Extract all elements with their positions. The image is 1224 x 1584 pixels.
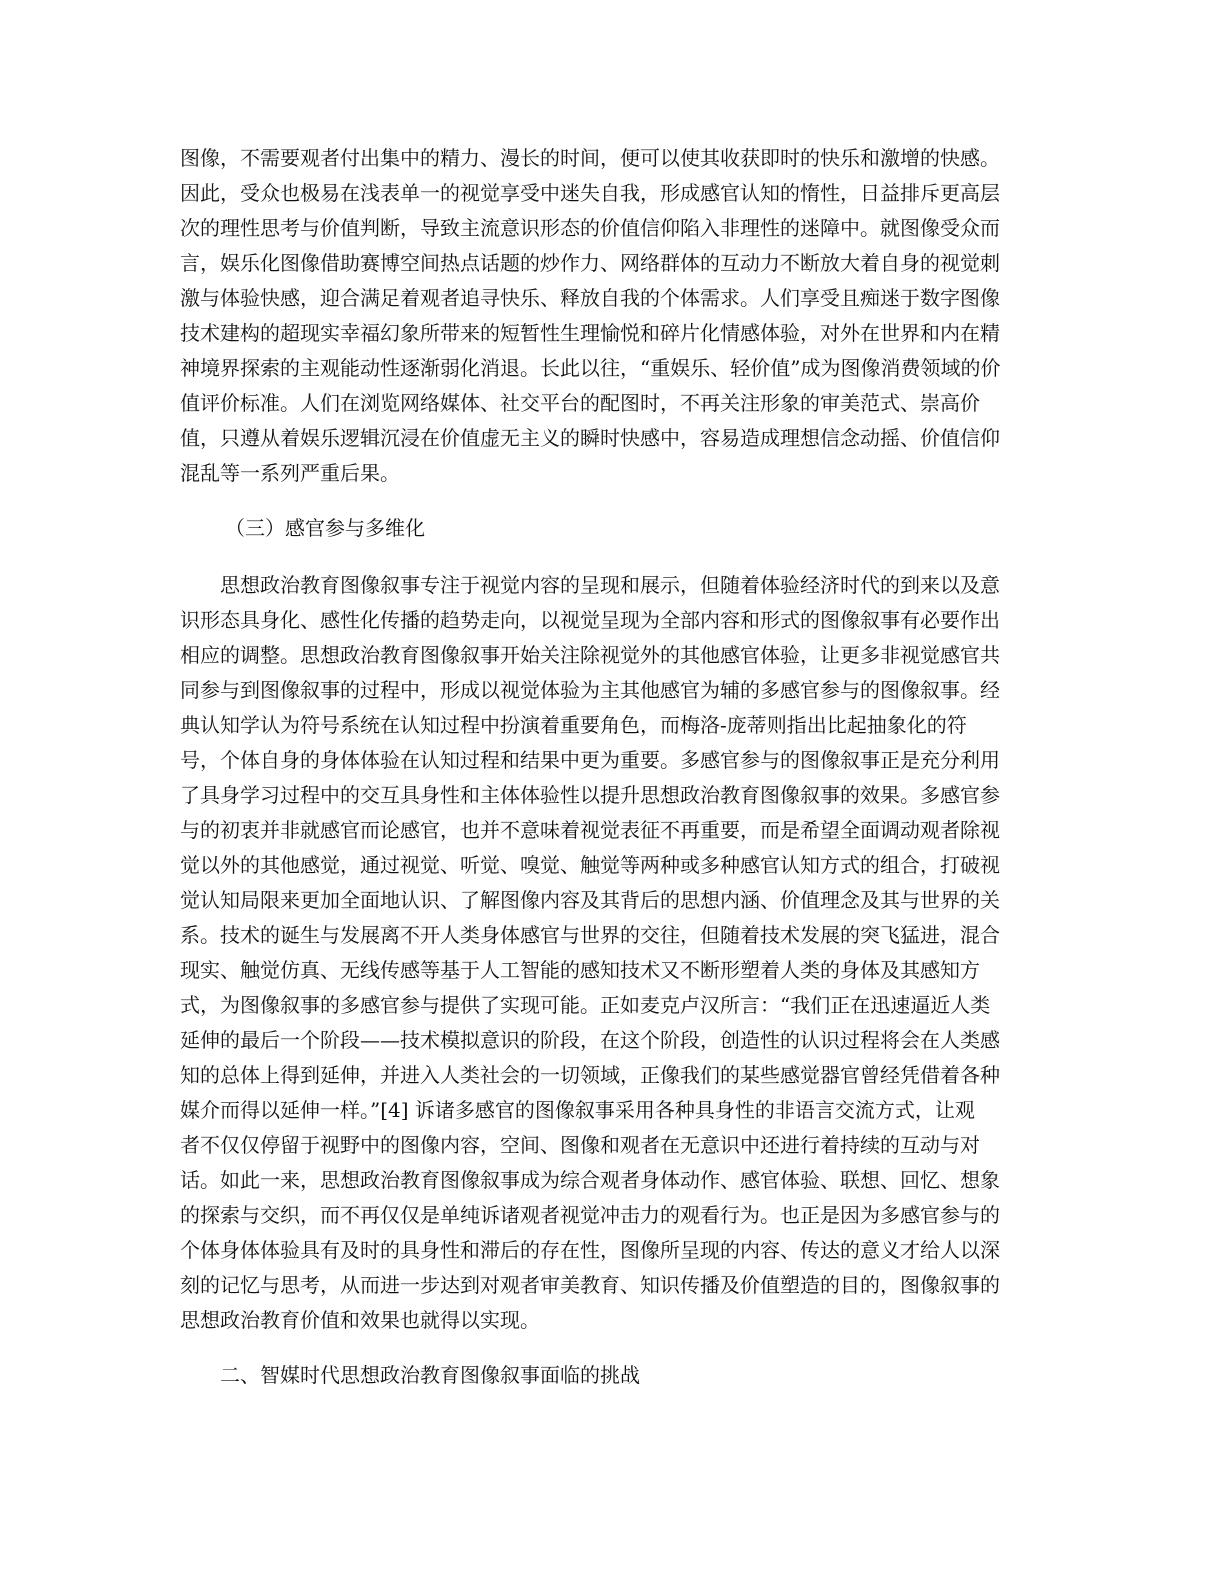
text-line: 媒介而得以延伸一样。”[4] 诉诸多感官的图像叙事采用各种具身性的非语言交流方式，让观: [180, 1098, 975, 1122]
text-line: 技术建构的超现实幸福幻象所带来的短暂性生理愉悦和碎片化情感体验，对外在世界和内在精: [180, 321, 1000, 345]
text-line: 个体身体体验具有及时的具身性和滞后的存在性，图像所呈现的内容、传达的意义才给人以深: [180, 1238, 1000, 1262]
text-line: 延伸的最后一个阶段——技术模拟意识的阶段，在这个阶段，创造性的认识过程将会在人类感: [180, 1028, 1000, 1052]
text-line: 号，个体自身的身体体验在认知过程和结果中更为重要。多感官参与的图像叙事正是充分利用: [180, 748, 1000, 772]
text-line: 思想政治教育图像叙事专注于视觉内容的呈现和展示，但随着体验经济时代的到来以及意: [220, 573, 1000, 597]
text-line: 者不仅仅停留于视野中的图像内容，空间、图像和观者在无意识中还进行着持续的互动与对: [180, 1133, 980, 1157]
text-line: 因此，受众也极易在浅表单一的视觉享受中迷失自我，形成感官认知的惰性，日益排斥更高层: [180, 181, 1000, 205]
section-heading: 二、智媒时代思想政治教育图像叙事面临的挑战: [220, 1363, 640, 1387]
text-line: 觉以外的其他感觉，通过视觉、听觉、嗅觉、触觉等两种或多种感官认知方式的组合，打破视: [180, 853, 1000, 877]
text-line: 激与体验快感，迎合满足着观者追寻快乐、释放自我的个体需求。人们享受且痴迷于数字图像: [180, 286, 1000, 310]
text-line: 式，为图像叙事的多感官参与提供了实现可能。正如麦克卢汉所言：“我们正在迅速逼近人类: [180, 993, 991, 1017]
text-line: 识形态具身化、感性化传播的趋势走向，以视觉呈现为全部内容和形式的图像叙事有必要作出: [180, 608, 1000, 632]
text-line: 值，只遵从着娱乐逻辑沉浸在价值虚无主义的瞬时快感中，容易造成理想信念动摇、价值信仰: [180, 426, 1000, 450]
text-line: 觉认知局限来更加全面地认识、了解图像内容及其背后的思想内涵、价值理念及其与世界的关: [180, 888, 1000, 912]
text-line: 与的初衷并非就感官而论感官，也并不意味着视觉表征不再重要，而是希望全面调动观者除视: [180, 818, 1000, 842]
text-line: 刻的记忆与思考，从而进一步达到对观者审美教育、知识传播及价值塑造的目的，图像叙事的: [180, 1273, 1000, 1297]
text-line: 了具身学习过程中的交互具身性和主体体验性以提升思想政治教育图像叙事的效果。多感官参: [180, 783, 1000, 807]
text-line: 知的总体上得到延伸，并进入人类社会的一切领域，正像我们的某些感觉器官曾经凭借着各种: [180, 1063, 1000, 1087]
text-line: 话。如此一来，思想政治教育图像叙事成为综合观者身体动作、感官体验、联想、回忆、想象: [180, 1168, 1000, 1192]
text-line: 同参与到图像叙事的过程中，形成以视觉体验为主其他感官为辅的多感官参与的图像叙事。经: [180, 678, 1000, 702]
text-line: 相应的调整。思想政治教育图像叙事开始关注除视觉外的其他感官体验，让更多非视觉感官共: [180, 643, 1000, 667]
text-line: 的探索与交织，而不再仅仅是单纯诉诸观者视觉冲击力的观看行为。也正是因为多感官参与的: [180, 1203, 1000, 1227]
text-line: 混乱等一系列严重后果。: [180, 461, 400, 485]
text-line: 图像，不需要观者付出集中的精力、漫长的时间，便可以使其收获即时的快乐和激增的快感。: [180, 146, 1000, 170]
section-heading: （三）感官参与多维化: [225, 516, 425, 540]
text-line: 系。技术的诞生与发展离不开人类身体感官与世界的交往，但随着技术发展的突飞猛进，混合: [180, 923, 1000, 947]
text-line: 次的理性思考与价值判断，导致主流意识形态的价值信仰陷入非理性的迷障中。就图像受众而: [180, 216, 1000, 240]
text-line: 神境界探索的主观能动性逐渐弱化消退。长此以往，“重娱乐、轻价值”成为图像消费领域的价: [180, 356, 1001, 380]
text-line: 典认知学认为符号系统在认知过程中扮演着重要角色，而梅洛-庞蒂则指出比起抽象化的符: [180, 713, 967, 737]
text-line: 值评价标准。人们在浏览网络媒体、社交平台的配图时，不再关注形象的审美范式、崇高价: [180, 391, 980, 415]
text-line: 言，娱乐化图像借助赛博空间热点话题的炒作力、网络群体的互动力不断放大着自身的视觉刺: [180, 251, 1000, 275]
text-line: 现实、触觉仿真、无线传感等基于人工智能的感知技术又不断形塑着人类的身体及其感知方: [180, 958, 980, 982]
text-line: 思想政治教育价值和效果也就得以实现。: [180, 1308, 540, 1332]
